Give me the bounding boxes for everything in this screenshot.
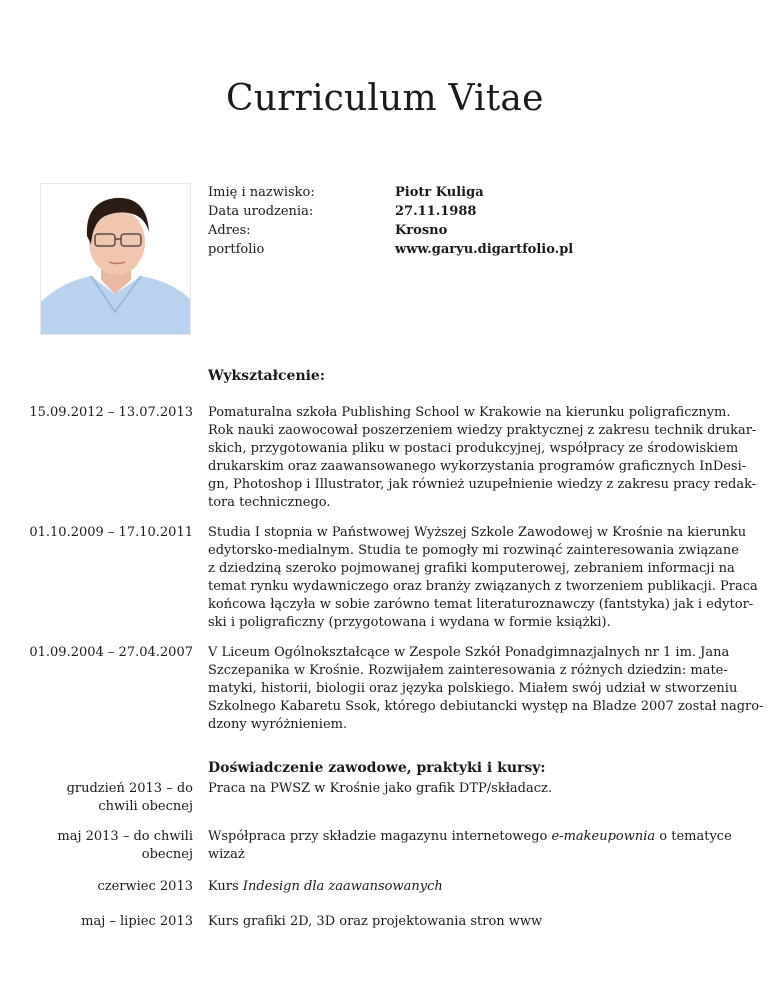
education-heading: Wykształcenie: [208,368,326,384]
entry-line: wizaż [208,847,245,862]
info-label: Imię i nazwisko: [208,185,315,200]
info-row-portfolio [208,240,573,259]
entry-line: Szczepanika w Krośnie. Rozwijałem zainteresowania z różnych dziedzin: mate- [208,663,728,678]
entry-line: z dziedziną szeroko pojmowanej grafiki komputerowej, zebraniem informacji na [208,561,735,576]
text-segment: Współpraca przy składzie magazynu internetowego [208,829,552,844]
entry-date [57,828,193,864]
date-line: chwili obecnej [98,799,193,814]
date-line: czerwiec 2013 [97,879,193,894]
entry-line: dzony wyróżnieniem. [208,717,348,732]
entry-line: temat rynku wydawniczego oraz branży związanych z tworzeniem publikacji. Praca [208,579,758,594]
entry-text [208,644,764,734]
entry-line: V Liceum Ogólnokształcące w Zespole Szkół Ponadgimnazjalnych nr 1 im. Jana [208,645,730,660]
entry-text [208,780,728,798]
info-value: 27.11.1988 [395,204,477,219]
info-row-name [208,183,573,202]
entry-line: tora technicznego. [208,495,331,510]
entry-line: Studia I stopnia w Państwowej Wyższej Szkole Zawodowej w Krośnie na kierunku [208,525,747,540]
info-label: portfolio [208,242,265,257]
entry-text [208,404,757,512]
info-label: Adres: [208,223,251,238]
entry-line: matyki, historii, biologii oraz języka polskiego. Miałem swój udział w stworzeniu [208,681,738,696]
entry-line: skich, przygotowania pliku w postaci produkcyjnej, współpracy ze środowiskiem [208,441,739,456]
entry-date [81,913,193,931]
info-row-address [208,221,573,240]
entry-line: Kurs grafiki 2D, 3D oraz projektowania stron www [208,914,543,929]
entry-line: gn, Photoshop i Illustrator, jak również uzupełnienie wiedzy z zakresu pracy redak- [208,477,757,492]
entry-line: końcowa łączyła w sobie zarówno temat literaturoznawczy (fantstyka) jak i edytor- [208,597,754,612]
entry-line: edytorsko-medialnym. Studia te pomogły mi rozwinąć zainteresowania związane [208,543,739,558]
info-value: Krosno [395,223,448,238]
page-title: Curriculum Vitae [226,78,544,119]
date-line: maj 2013 – do chwili [57,829,193,844]
portfolio-link[interactable]: www.garyu.digartfolio.pl [395,242,574,257]
entry-line: Rok nauki zaowocował poszerzeniem wiedzy praktycznej z zakresu technik drukar- [208,423,757,438]
date-line: maj – lipiec 2013 [81,914,193,929]
personal-info [208,183,573,259]
date-line: grudzień 2013 – do [66,781,193,796]
experience-heading: Doświadczenie zawodowe, praktyki i kursy: [208,760,546,776]
entry-date: 01.09.2004 – 27.04.2007 [29,645,193,660]
text-segment: Kurs [208,879,243,894]
italic-title: Indesign dla zaawansowanych [242,879,443,894]
entry-line: Pomaturalna szkoła Publishing School w Krakowie na kierunku poligraficznym. [208,405,731,420]
info-row-birthdate [208,202,573,221]
entry-line: Praca na PWSZ w Krośnie jako grafik DTP/składacz. [208,781,553,796]
entry-line: drukarskim oraz zaawansowanego wykorzystania programów graficznych InDesi- [208,459,747,474]
entry-text [208,878,728,896]
entry-line: ski i poligraficzny (przygotowana i wydana w formie książki). [208,615,611,630]
info-label: Data urodzenia: [208,204,314,219]
italic-title: e-makeupownia [551,829,656,844]
date-line: obecnej [141,847,193,862]
info-value: Piotr Kuliga [395,185,484,200]
entry-line: Szkolnego Kabaretu Ssok, którego debiutancki występ na Bladze 2007 został nagro- [208,699,764,714]
text-segment: o tematyce [655,829,732,844]
portrait-image [41,184,190,334]
entry-line [208,828,732,846]
entry-text [208,828,732,864]
entry-line [208,878,728,896]
profile-photo [40,183,191,335]
entry-text [208,913,728,931]
entry-date [97,878,193,896]
entry-text [208,524,758,632]
entry-date: 01.10.2009 – 17.10.2011 [29,525,193,540]
entry-date: 15.09.2012 – 13.07.2013 [29,405,193,420]
entry-date [67,780,193,816]
